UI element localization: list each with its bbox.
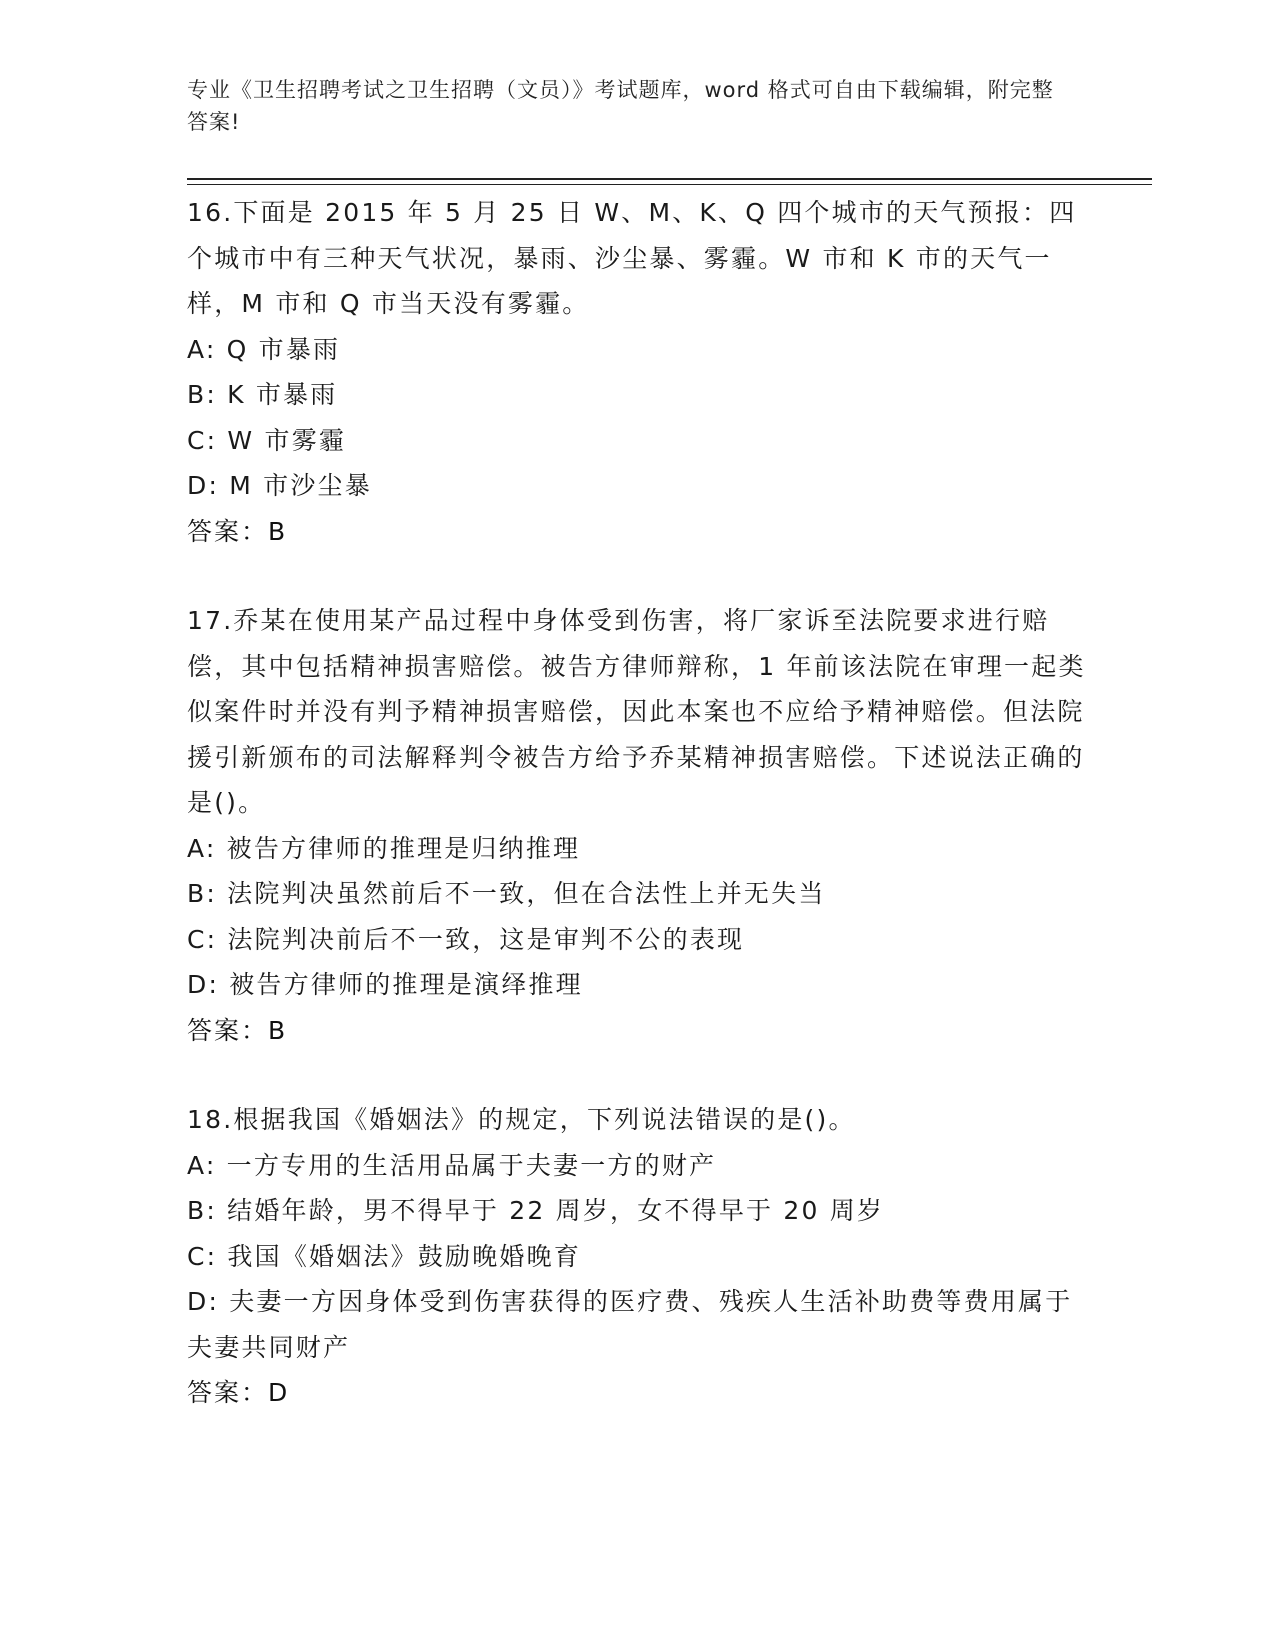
- answer-line: 答案：B: [187, 516, 288, 546]
- answer-line: 答案：B: [187, 1015, 288, 1045]
- option-c: C: 我国《婚姻法》鼓励晚婚晚育: [187, 1241, 582, 1271]
- option-d: D: 夫妻一方因身体受到伤害获得的医疗费、残疾人生活补助费等费用属于夫妻共同财产: [187, 1287, 1073, 1362]
- option-b: B: 法院判决虽然前后不一致，但在合法性上并无失当: [187, 879, 826, 908]
- question-17: [187, 598, 1087, 1053]
- option-b: B: K 市暴雨: [187, 380, 338, 409]
- option-b: B: 结婚年龄，男不得早于 22 周岁，女不得早于 20 周岁: [187, 1196, 885, 1225]
- header-divider-thin: [187, 184, 1152, 185]
- question-spacer: [187, 1053, 1087, 1097]
- answer-line: 答案：D: [187, 1378, 290, 1407]
- option-a: A: Q 市暴雨: [187, 334, 341, 364]
- question-list: [187, 190, 1087, 1416]
- question-stem: 18.根据我国《婚姻法》的规定，下列说法错误的是()。: [187, 1105, 856, 1134]
- option-a: A: 被告方律师的推理是归纳推理: [187, 833, 581, 863]
- option-d: D: 被告方律师的推理是演绎推理: [187, 970, 583, 999]
- option-a: A: 一方专用的生活用品属于夫妻一方的财产: [187, 1150, 717, 1180]
- option-d: D: M 市沙尘暴: [187, 471, 372, 500]
- header-note: 专业《卫生招聘考试之卫生招聘（文员）》考试题库，word 格式可自由下载编辑，附完整答案!: [187, 78, 1054, 134]
- question-stem: 17.乔某在使用某产品过程中身体受到伤害，将厂家诉至法院要求进行赔偿，其中包括精神损害赔偿。被告方律师辩称，1 年前该法院在审理一起类似案件时并没有判予精神损害赔偿，因此本案也不应给予精神赔偿。但法院援引新颁布的司法解释判令被告方给予乔某精神损害赔偿。下述说法正确的是()。: [187, 606, 1086, 817]
- header-divider-thick: [187, 178, 1152, 180]
- option-c: C: W 市雾霾: [187, 425, 347, 455]
- question-16: [187, 190, 1087, 554]
- question-18: [187, 1097, 1087, 1416]
- question-spacer: [187, 554, 1087, 598]
- question-stem: 16.下面是 2015 年 5 月 25 日 W、M、K、Q 四个城市的天气预报：四个城市中有三种天气状况，暴雨、沙尘暴、雾霾。W 市和 K 市的天气一样，M 市和 Q 市当天没有雾霾。: [187, 198, 1077, 318]
- option-c: C: 法院判决前后不一致，这是审判不公的表现: [187, 924, 745, 954]
